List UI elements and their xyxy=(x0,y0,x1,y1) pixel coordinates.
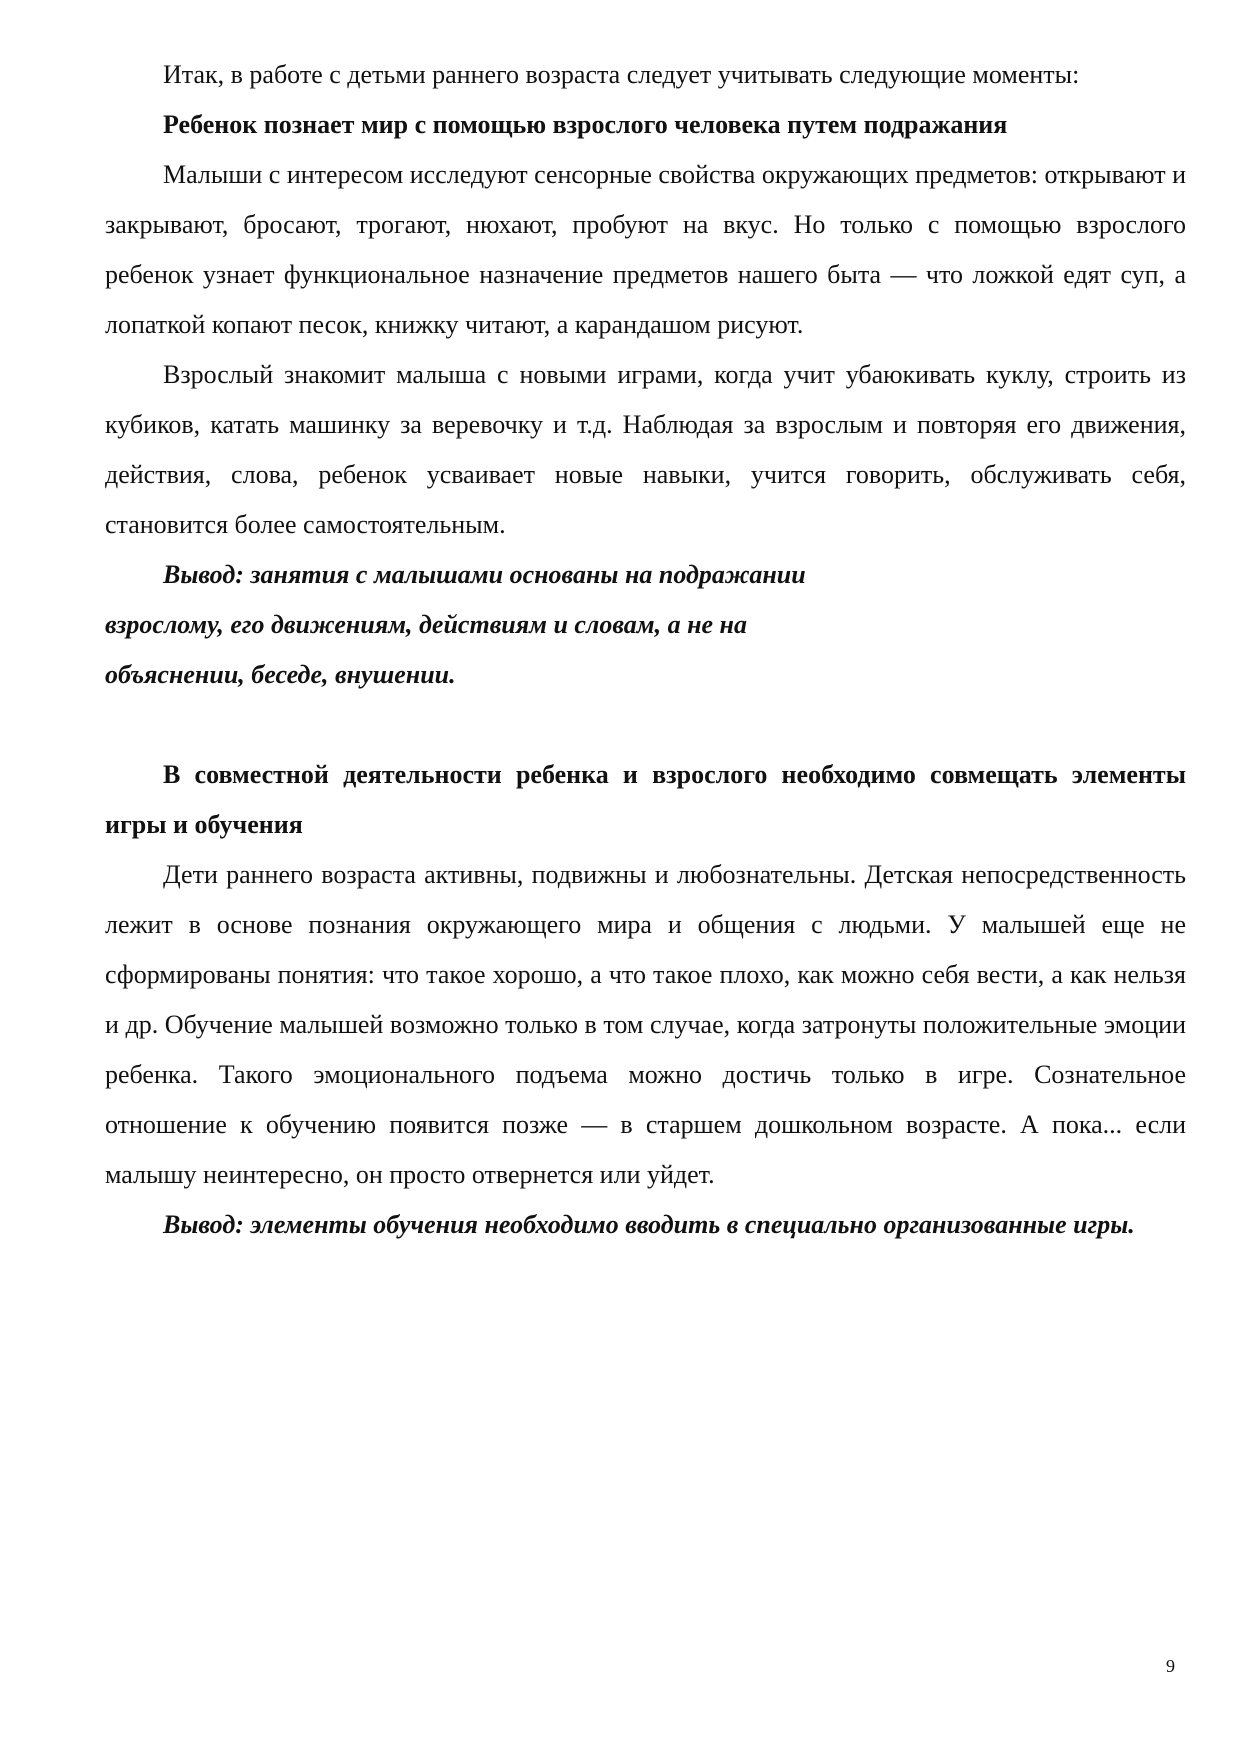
section-heading-play-learning: В совместной деятельности ребенка и взрослого необходимо совмещать элементы игры и обучения xyxy=(105,760,1186,839)
page-number: 9 xyxy=(1166,1656,1175,1676)
section-spacer xyxy=(105,700,1186,750)
conclusion-play-learning: Вывод: элементы обучения необходимо вводить в специально организованные игры. xyxy=(163,1210,1135,1239)
conclusion-imitation: Вывод: занятия с малышами основаны на подражании взрослому, его движениям, действиям и словам, а не на объяснении, беседе, внушении. xyxy=(105,560,806,689)
page-content xyxy=(105,50,1186,1250)
intro-paragraph: Итак, в работе с детьми раннего возраста следует учитывать следующие моменты: xyxy=(163,60,1080,89)
body-paragraph-games: Взрослый знакомит малыша с новыми играми, когда учит убаюкивать куклу, строить из кубиков, катать машинку за веревочку и т.д. Наблюдая за взрослым и повторяя его движения, действия, слова, ребенок усваивает новые навыки, учится говорить, обслуживать себя, становится более самостоятельным. xyxy=(105,360,1186,539)
body-paragraph-curiosity: Дети раннего возраста активны, подвижны и любознательны. Детская непосредственность лежит в основе познания окружающего мира и общения с людьми. У малышей еще не сформированы понятия: что такое хорошо, а что такое плохо, как можно себя вести, а как нельзя и др. Обучение малышей возможно только в том случае, когда затронуты положительные эмоции ребенка. Такого эмоционального подъема можно достичь только в игре. Сознательное отношение к обучению появится позже — в старшем дошкольном возрасте. А пока... если малышу неинтересно, он просто отвернется или уйдет. xyxy=(105,860,1186,1189)
body-paragraph-sensory: Малыши с интересом исследуют сенсорные свойства окружающих предметов: открывают и закрывают, бросают, трогают, нюхают, пробуют на вкус. Но только с помощью взрослого ребенок узнает функциональное назначение предметов нашего быта — что ложкой едят суп, а лопаткой копают песок, книжку читают, а карандашом рисуют. xyxy=(105,160,1186,339)
section-heading-imitation: Ребенок познает мир с помощью взрослого человека путем подражания xyxy=(163,110,1008,139)
